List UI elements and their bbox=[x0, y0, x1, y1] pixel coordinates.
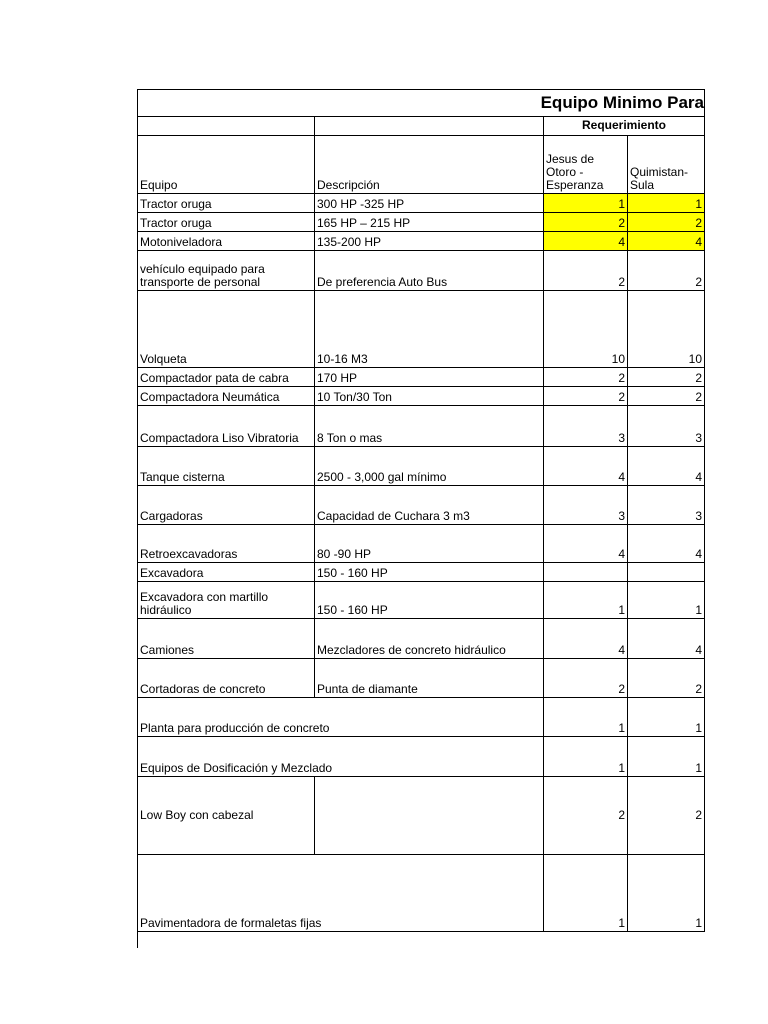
jesus-de-otoro-value[interactable]: 1 bbox=[544, 194, 628, 213]
quimistan-sula-value[interactable]: 2 bbox=[628, 659, 705, 698]
quimistan-sula-value[interactable]: 2 bbox=[628, 368, 705, 387]
quimistan-sula-value[interactable]: 2 bbox=[628, 777, 705, 855]
jesus-de-otoro-value[interactable]: 3 bbox=[544, 486, 628, 525]
requerimiento-header[interactable]: Requerimiento bbox=[544, 117, 705, 136]
spreadsheet-table bbox=[137, 89, 705, 948]
descripcion-cell[interactable]: 150 - 160 HP bbox=[315, 582, 544, 619]
empty-cell[interactable] bbox=[315, 117, 544, 136]
header-quimistan-sula[interactable]: Quimistan- Sula bbox=[628, 136, 705, 194]
jesus-de-otoro-value[interactable]: 4 bbox=[544, 447, 628, 486]
equipo-cell[interactable]: Compactadora Liso Vibratoria bbox=[138, 406, 315, 447]
descripcion-cell[interactable]: 170 HP bbox=[315, 368, 544, 387]
jesus-de-otoro-value[interactable]: 1 bbox=[544, 855, 628, 932]
descripcion-cell[interactable]: 165 HP – 215 HP bbox=[315, 213, 544, 232]
equipo-cell[interactable]: vehículo equipado para transporte de personal bbox=[138, 251, 315, 291]
jesus-de-otoro-value[interactable]: 3 bbox=[544, 406, 628, 447]
descripcion-cell[interactable]: 10 Ton/30 Ton bbox=[315, 387, 544, 406]
jesus-de-otoro-value[interactable] bbox=[544, 563, 628, 582]
descripcion-cell[interactable]: 135-200 HP bbox=[315, 232, 544, 251]
quimistan-sula-value[interactable] bbox=[628, 563, 705, 582]
descripcion-cell[interactable]: 300 HP -325 HP bbox=[315, 194, 544, 213]
quimistan-sula-value[interactable]: 1 bbox=[628, 582, 705, 619]
equipo-cell[interactable]: Motoniveladora bbox=[138, 232, 315, 251]
jesus-de-otoro-value[interactable]: 1 bbox=[544, 582, 628, 619]
header-jesus-de-otoro[interactable]: Jesus de Otoro - Esperanza bbox=[544, 136, 628, 194]
jesus-de-otoro-value[interactable]: 1 bbox=[544, 698, 628, 737]
descripcion-cell[interactable]: 80 -90 HP bbox=[315, 525, 544, 563]
quimistan-sula-value[interactable]: 2 bbox=[628, 213, 705, 232]
jesus-de-otoro-value[interactable]: 2 bbox=[544, 387, 628, 406]
quimistan-sula-value[interactable]: 2 bbox=[628, 251, 705, 291]
empty-cell[interactable] bbox=[138, 117, 315, 136]
jesus-de-otoro-value[interactable]: 2 bbox=[544, 777, 628, 855]
quimistan-sula-value[interactable]: 1 bbox=[628, 194, 705, 213]
quimistan-sula-value[interactable]: 4 bbox=[628, 525, 705, 563]
equipo-cell[interactable]: Compactador pata de cabra bbox=[138, 368, 315, 387]
equipo-cell[interactable]: Cortadoras de concreto bbox=[138, 659, 315, 698]
jesus-de-otoro-value[interactable]: 4 bbox=[544, 232, 628, 251]
quimistan-sula-value[interactable]: 1 bbox=[628, 855, 705, 932]
equipo-cell[interactable]: Low Boy con cabezal bbox=[138, 777, 315, 855]
quimistan-sula-value[interactable]: 10 bbox=[628, 291, 705, 368]
quimistan-sula-value[interactable]: 1 bbox=[628, 698, 705, 737]
quimistan-sula-value[interactable]: 3 bbox=[628, 486, 705, 525]
jesus-de-otoro-value[interactable]: 2 bbox=[544, 368, 628, 387]
jesus-de-otoro-value[interactable]: 2 bbox=[544, 659, 628, 698]
descripcion-cell[interactable]: 10-16 M3 bbox=[315, 291, 544, 368]
descripcion-cell[interactable]: 2500 - 3,000 gal mínimo bbox=[315, 447, 544, 486]
quimistan-sula-value[interactable]: 4 bbox=[628, 447, 705, 486]
jesus-de-otoro-value[interactable]: 4 bbox=[544, 619, 628, 659]
quimistan-sula-value[interactable]: 2 bbox=[628, 387, 705, 406]
descripcion-cell[interactable] bbox=[315, 777, 544, 855]
jesus-de-otoro-value[interactable]: 2 bbox=[544, 213, 628, 232]
equipo-cell[interactable]: Excavadora bbox=[138, 563, 315, 582]
equipo-cell[interactable]: Cargadoras bbox=[138, 486, 315, 525]
descripcion-cell[interactable]: Punta de diamante bbox=[315, 659, 544, 698]
equipo-cell[interactable]: Equipos de Dosificación y Mezclado bbox=[138, 737, 544, 777]
descripcion-cell[interactable]: 8 Ton o mas bbox=[315, 406, 544, 447]
equipo-cell[interactable]: Tanque cisterna bbox=[138, 447, 315, 486]
equipo-cell[interactable]: Retroexcavadoras bbox=[138, 525, 315, 563]
quimistan-sula-value[interactable]: 3 bbox=[628, 406, 705, 447]
equipo-cell[interactable]: Pavimentadora de formaletas fijas bbox=[138, 855, 544, 932]
header-descripcion[interactable]: Descripción bbox=[315, 136, 544, 194]
equipo-cell[interactable]: Compactadora Neumática bbox=[138, 387, 315, 406]
quimistan-sula-value[interactable]: 1 bbox=[628, 737, 705, 777]
equipo-cell[interactable]: Camiones bbox=[138, 619, 315, 659]
jesus-de-otoro-value[interactable]: 1 bbox=[544, 737, 628, 777]
equipo-cell[interactable]: Excavadora con martillo hidráulico bbox=[138, 582, 315, 619]
equipo-cell[interactable]: Volqueta bbox=[138, 291, 315, 368]
descripcion-cell[interactable]: Capacidad de Cuchara 3 m3 bbox=[315, 486, 544, 525]
jesus-de-otoro-value[interactable]: 10 bbox=[544, 291, 628, 368]
jesus-de-otoro-value[interactable]: 4 bbox=[544, 525, 628, 563]
header-equipo[interactable]: Equipo bbox=[138, 136, 315, 194]
jesus-de-otoro-value[interactable]: 2 bbox=[544, 251, 628, 291]
descripcion-cell[interactable]: Mezcladores de concreto hidráulico bbox=[315, 619, 544, 659]
equipo-cell[interactable]: Tractor oruga bbox=[138, 213, 315, 232]
descripcion-cell[interactable]: 150 - 160 HP bbox=[315, 563, 544, 582]
equipo-cell[interactable]: Planta para producción de concreto bbox=[138, 698, 544, 737]
quimistan-sula-value[interactable]: 4 bbox=[628, 619, 705, 659]
quimistan-sula-value[interactable]: 4 bbox=[628, 232, 705, 251]
descripcion-cell[interactable]: De preferencia Auto Bus bbox=[315, 251, 544, 291]
equipo-cell[interactable]: Tractor oruga bbox=[138, 194, 315, 213]
table-title[interactable]: Equipo Minimo Para bbox=[138, 90, 705, 117]
